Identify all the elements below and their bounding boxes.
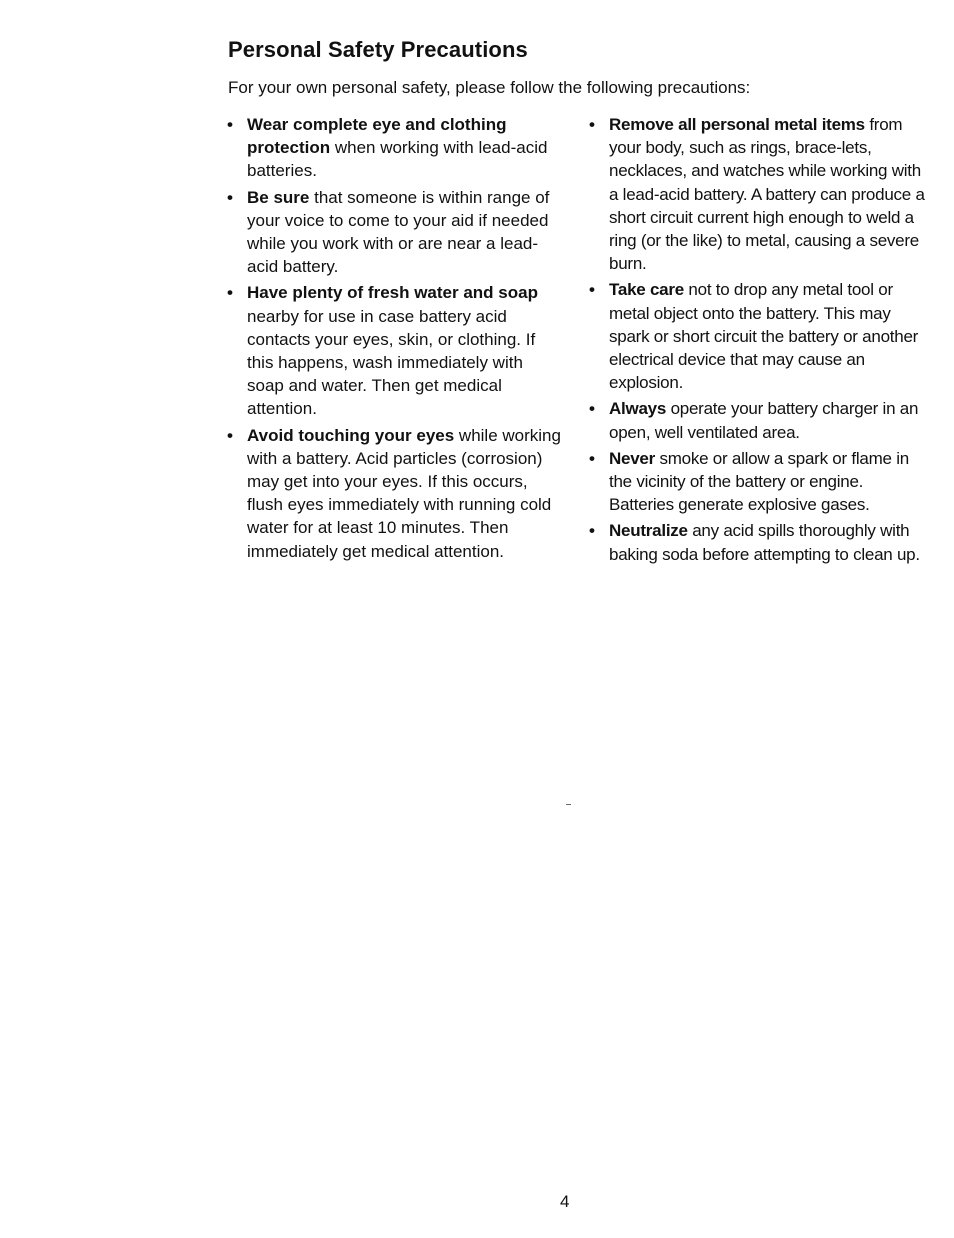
page-title: Personal Safety Precautions bbox=[228, 37, 528, 62]
bullet-icon: • bbox=[589, 280, 595, 300]
precaution-item bbox=[588, 278, 928, 394]
precaution-item bbox=[226, 113, 562, 183]
precaution-lead: Take care bbox=[609, 280, 684, 300]
precaution-text: that someone is within range of your voice to come to your aid if needed while you work with or are near a lead-acid battery. bbox=[247, 187, 550, 277]
precaution-lead: Never bbox=[609, 448, 656, 468]
precaution-item bbox=[588, 113, 928, 275]
precaution-text: operate your battery charger in an open, well ventilated area. bbox=[609, 399, 919, 442]
precaution-lead: Avoid touching your eyes bbox=[247, 425, 455, 445]
precaution-lead: Neutralize bbox=[609, 521, 688, 541]
precaution-item bbox=[588, 447, 928, 517]
intro-text: For your own personal safety, please follow the following precautions: bbox=[228, 78, 751, 97]
precaution-text: nearby for use in case battery acid contacts your eyes, skin, or clothing. If this happens, wash immediately with soap and water. Then get medical attention. bbox=[247, 306, 536, 419]
precaution-text: smoke or allow a spark or flame in the vicinity of the battery or engine. Batteries generate explosive gases. bbox=[609, 448, 909, 515]
precaution-item bbox=[226, 424, 562, 563]
bullet-icon: • bbox=[589, 521, 595, 541]
precaution-item bbox=[226, 281, 562, 420]
stray-print-mark bbox=[566, 804, 571, 805]
precaution-item bbox=[226, 186, 562, 279]
precautions-left-column bbox=[226, 113, 562, 566]
page-number: 4 bbox=[560, 1192, 570, 1211]
bullet-icon: • bbox=[589, 399, 595, 419]
precautions-right-column bbox=[588, 113, 928, 569]
precaution-text: from your body, such as rings, brace-lets, necklaces, and watches while working with a lead-acid battery. A battery can produce a short circuit current high enough to weld a ring (or the like) to metal, causing a severe burn. bbox=[609, 115, 925, 274]
precaution-text: while working with a battery. Acid particles (corrosion) may get into your eyes. If this occurs, flush eyes immediately with running cold water for at least 10 minutes. Then immediately get medical attention. bbox=[247, 425, 561, 561]
bullet-icon: • bbox=[227, 425, 233, 445]
precaution-lead: Have plenty of fresh water and soap bbox=[247, 283, 538, 303]
bullet-icon: • bbox=[589, 448, 595, 468]
bullet-icon: • bbox=[227, 115, 233, 134]
precaution-lead: Remove all personal metal items bbox=[609, 115, 865, 134]
bullet-icon: • bbox=[227, 187, 233, 207]
precaution-text: not to drop any metal tool or metal object onto the battery. This may spark or short circuit the battery or another electrical device that may cause an explosion. bbox=[609, 280, 919, 393]
precaution-lead: Wear complete eye and clothing protection bbox=[247, 115, 507, 158]
precaution-lead: Always bbox=[609, 399, 667, 419]
bullet-icon: • bbox=[227, 283, 233, 303]
precaution-text: when working with lead-acid batteries. bbox=[247, 138, 548, 181]
precaution-item bbox=[588, 397, 928, 443]
precaution-text: any acid spills thoroughly with baking soda before attempting to clean up. bbox=[609, 521, 920, 564]
precaution-lead: Be sure bbox=[247, 187, 310, 207]
bullet-icon: • bbox=[589, 115, 595, 134]
precaution-item bbox=[588, 519, 928, 565]
